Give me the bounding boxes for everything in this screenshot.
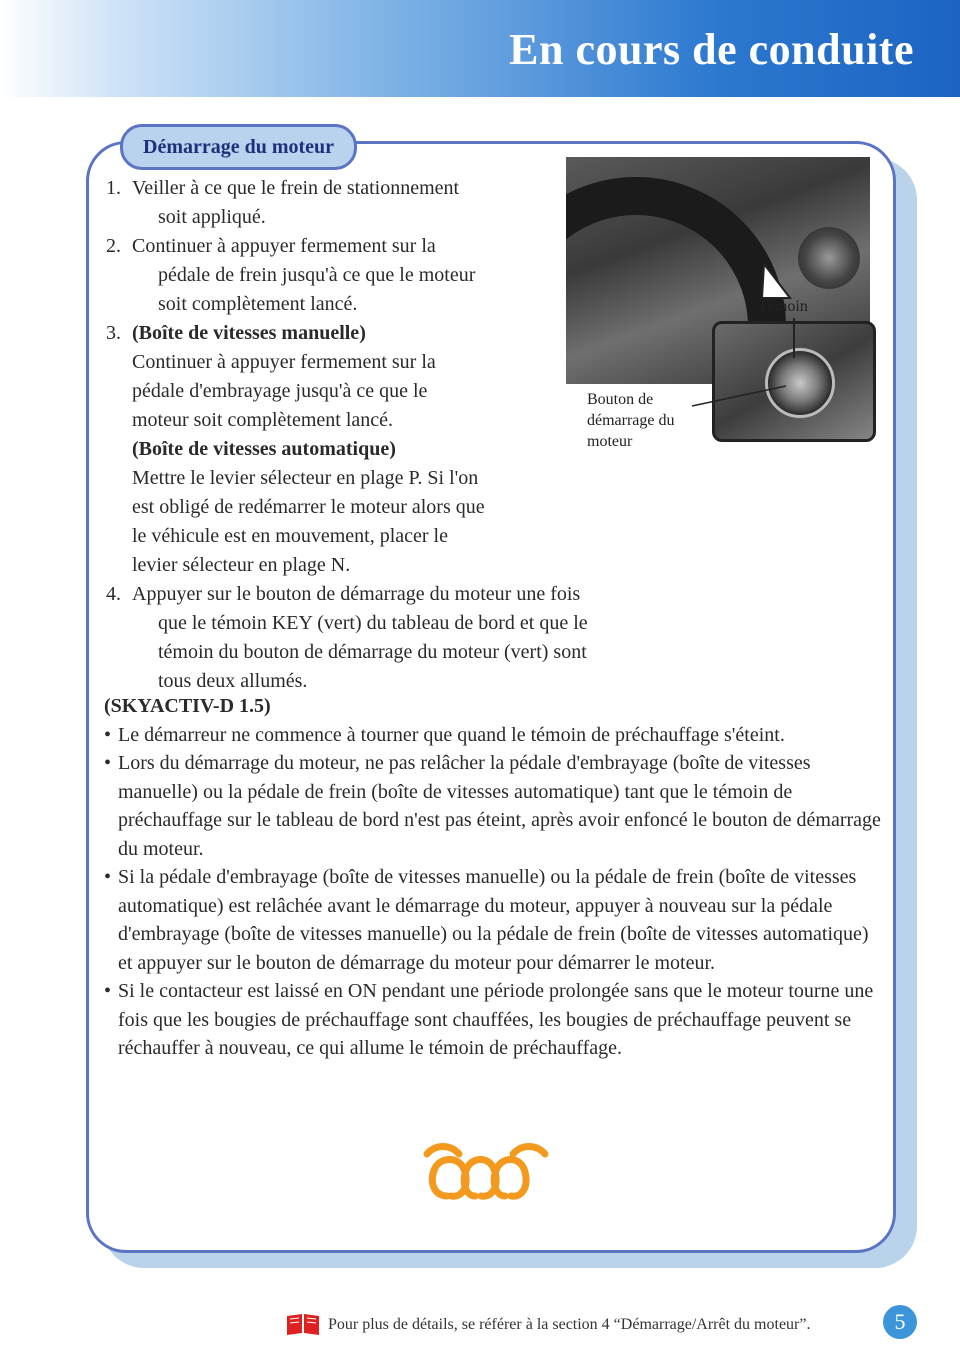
start-button-label: Bouton de démarrage du moteur (587, 391, 675, 450)
step-number: 2. (106, 235, 121, 257)
book-icon (286, 1313, 320, 1335)
step-line: est obligé de redémarrer le moteur alors que (132, 496, 485, 518)
skyactiv-notes (104, 692, 884, 1063)
list-item: • Lors du démarrage du moteur, ne pas relâcher la pédale d'embrayage (boîte de vitesses manuelle) ou la pédale de frein (boîte de vitesses automatique) tant que le témoin de préchauffage sur le tableau de bord n'est pas éteint, après avoir enfoncé le bouton de démarrage du moteur. (104, 749, 884, 863)
step-line: soit appliqué. (158, 206, 266, 228)
air-vent (798, 227, 860, 289)
step-line: que le témoin KEY (vert) du tableau de bord et que le (158, 612, 588, 634)
step-line: pédale de frein jusqu'à ce que le moteur (158, 264, 476, 286)
step-line: Continuer à appuyer fermement sur la (132, 235, 436, 257)
step-line: levier sélecteur en plage N. (132, 554, 351, 576)
step-line: témoin du bouton de démarrage du moteur (vert) sont (158, 641, 587, 663)
indicator-leader-line (793, 318, 795, 358)
manual-gearbox-heading: (Boîte de vitesses manuelle) (132, 322, 366, 344)
skyactiv-heading: (SKYACTIV-D 1.5) (104, 695, 271, 717)
step-line: pédale d'embrayage jusqu'à ce que le (132, 380, 428, 402)
indicator-label: Témoin (758, 298, 808, 315)
page-header (0, 0, 960, 97)
step-line: soit complètement lancé. (158, 293, 358, 315)
step-number: 4. (106, 583, 121, 605)
step-line: Veiller à ce que le frein de stationnement (132, 177, 460, 199)
step-line: Mettre le levier sélecteur en plage P. Si l'on (132, 467, 479, 489)
step-number: 3. (106, 322, 121, 344)
step-line: Appuyer sur le bouton de démarrage du moteur une fois (132, 583, 581, 605)
page-title: En cours de conduite (509, 25, 914, 74)
automatic-gearbox-heading: (Boîte de vitesses automatique) (132, 438, 396, 460)
list-item: • Le démarreur ne commence à tourner que quand le témoin de préchauffage s'éteint. (104, 721, 884, 750)
page-number: 5 (883, 1305, 917, 1339)
step-4 (106, 580, 666, 696)
list-item: • Si la pédale d'embrayage (boîte de vitesses manuelle) ou la pédale de frein (boîte de vitesses automatique) est relâchée avant le démarrage du moteur, appuyer à nouveau sur la pédale d'embrayage (boîte de vitesses manuelle) ou la pédale de frein (boîte de vitesses automatique) et appuyer sur le bouton de démarrage du moteur pour démarrer le moteur. (104, 863, 884, 977)
start-button-leader-line (690, 380, 790, 410)
section-label: Démarrage du moteur (120, 124, 357, 170)
step-line: tous deux allumés. (158, 670, 308, 692)
step-line: le véhicule est en mouvement, placer le (132, 525, 448, 547)
glow-plug-icon (421, 1140, 551, 1206)
step-number: 1. (106, 177, 121, 199)
callout-pointer (760, 262, 800, 302)
step-line: Continuer à appuyer fermement sur la (132, 351, 436, 373)
list-item: • Si le contacteur est laissé en ON pendant une période prolongée sans que le moteur tourne une fois que les bougies de préchauffage sont chauffées, les bougies de préchauffage peuvent se réchauffer à nouveau, ce qui allume le témoin de préchauffage. (104, 977, 884, 1063)
step-line: moteur soit complètement lancé. (132, 409, 394, 431)
reference-note: Pour plus de détails, se référer à la section 4 “Démarrage/Arrêt du moteur”. (328, 1316, 811, 1333)
